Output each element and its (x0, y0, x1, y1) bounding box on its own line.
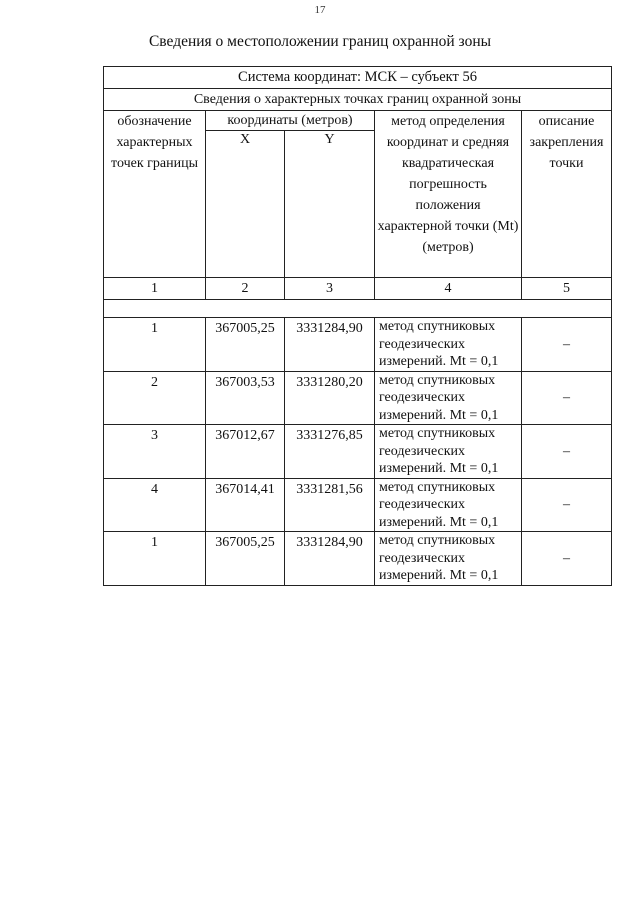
column-numbers-row (104, 278, 612, 300)
y-cell: 3331276,85 (285, 425, 375, 479)
blank-cell (104, 300, 612, 318)
blank-row (104, 300, 612, 318)
header-point-designation: обозначение характерных точек границы (104, 111, 206, 278)
point-cell: 1 (104, 318, 206, 372)
column-number: 1 (104, 278, 206, 300)
description-cell: – (522, 318, 612, 372)
method-cell: метод спутниковых геодезических измерений. Mt = 0,1 (375, 371, 522, 425)
point-cell: 3 (104, 425, 206, 479)
coordinate-system-cell: Система координат: МСК – субъект 56 (104, 67, 612, 89)
page-number: 17 (314, 4, 326, 16)
description-cell: – (522, 532, 612, 586)
table-subtitle-row (104, 89, 612, 111)
header-coordinates-group: координаты (метров) (206, 111, 375, 131)
header-method: метод определения координат и средняя квадратическая погрешность положения характерной точки (Mt) (метров) (375, 111, 522, 278)
method-cell: метод спутниковых геодезических измерений. Mt = 0,1 (375, 532, 522, 586)
y-cell: 3331281,56 (285, 478, 375, 532)
header-description: описание закрепления точки (522, 111, 612, 278)
point-cell: 4 (104, 478, 206, 532)
boundary-points-table (103, 66, 612, 586)
table-row (104, 532, 612, 586)
x-cell: 367003,53 (206, 371, 285, 425)
coordinate-system-row (104, 67, 612, 89)
table-row (104, 318, 612, 372)
table-subtitle-cell: Сведения о характерных точках границ охранной зоны (104, 89, 612, 111)
column-number: 2 (206, 278, 285, 300)
table-row (104, 478, 612, 532)
x-cell: 367005,25 (206, 318, 285, 372)
x-cell: 367012,67 (206, 425, 285, 479)
point-cell: 1 (104, 532, 206, 586)
description-cell: – (522, 478, 612, 532)
header-y: Y (285, 131, 375, 278)
header-x: X (206, 131, 285, 278)
document-title: Сведения о местоположении границ охранной зоны (148, 33, 492, 50)
header-row (104, 111, 612, 131)
method-cell: метод спутниковых геодезических измерений. Mt = 0,1 (375, 478, 522, 532)
column-number: 5 (522, 278, 612, 300)
x-cell: 367014,41 (206, 478, 285, 532)
y-cell: 3331284,90 (285, 532, 375, 586)
method-cell: метод спутниковых геодезических измерений. Mt = 0,1 (375, 318, 522, 372)
x-cell: 367005,25 (206, 532, 285, 586)
column-number: 4 (375, 278, 522, 300)
y-cell: 3331280,20 (285, 371, 375, 425)
description-cell: – (522, 371, 612, 425)
point-cell: 2 (104, 371, 206, 425)
table-row (104, 371, 612, 425)
description-cell: – (522, 425, 612, 479)
table-row (104, 425, 612, 479)
column-number: 3 (285, 278, 375, 300)
y-cell: 3331284,90 (285, 318, 375, 372)
method-cell: метод спутниковых геодезических измерений. Mt = 0,1 (375, 425, 522, 479)
